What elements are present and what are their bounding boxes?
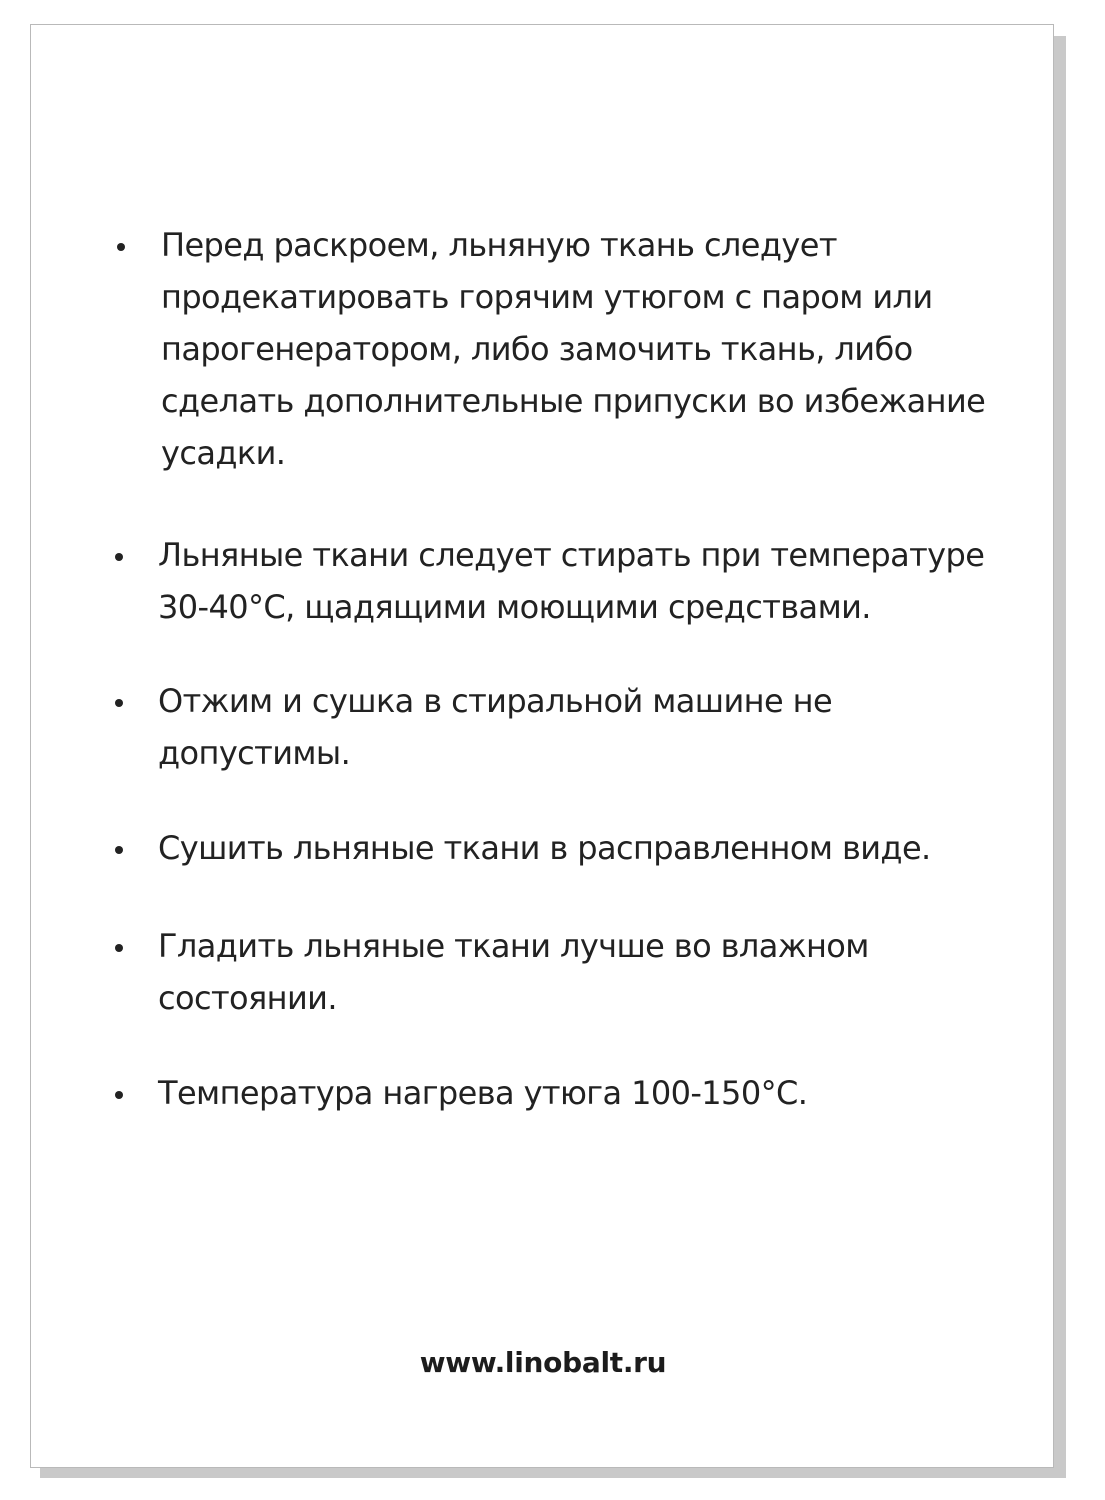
list-item-line: Отжим и сушка в стиральной машине не bbox=[158, 682, 833, 720]
list-item-line: Перед раскроем, льняную ткань следует bbox=[161, 226, 837, 264]
list-item-text bbox=[158, 1067, 807, 1119]
website-url: www.linobalt.ru bbox=[419, 1346, 667, 1379]
list-item-line: усадки. bbox=[161, 434, 286, 472]
bullet-icon bbox=[115, 944, 123, 952]
list-item-text bbox=[158, 822, 931, 874]
bullet-icon bbox=[115, 553, 123, 561]
list-item-line: допустимы. bbox=[158, 734, 351, 772]
list-item-line: Гладить льняные ткани лучше во влажном bbox=[158, 927, 869, 965]
list-item-line: сделать дополнительные припуски во избежание bbox=[161, 382, 986, 420]
bullet-icon bbox=[117, 243, 125, 251]
list-item-line: продекатировать горячим утюгом с паром или bbox=[161, 278, 933, 316]
list-item-text bbox=[158, 529, 984, 633]
bullet-icon bbox=[115, 846, 123, 854]
bullet-icon bbox=[115, 1091, 123, 1099]
list-item-line: 30-40°С, щадящими моющими средствами. bbox=[158, 588, 871, 626]
bullet-icon bbox=[115, 699, 123, 707]
list-item-line: Сушить льняные ткани в расправленном виде. bbox=[158, 829, 931, 867]
list-item-text bbox=[158, 675, 832, 779]
list-item-line: Температура нагрева утюга 100-150°С. bbox=[158, 1074, 808, 1112]
list-item-line: парогенератором, либо замочить ткань, либо bbox=[161, 330, 913, 368]
list-item-line: Льняные ткани следует стирать при температуре bbox=[158, 536, 985, 574]
document-page bbox=[30, 24, 1054, 1468]
list-item-text bbox=[158, 920, 869, 1024]
list-item-line: состоянии. bbox=[158, 979, 337, 1017]
list-item-text bbox=[161, 219, 985, 479]
